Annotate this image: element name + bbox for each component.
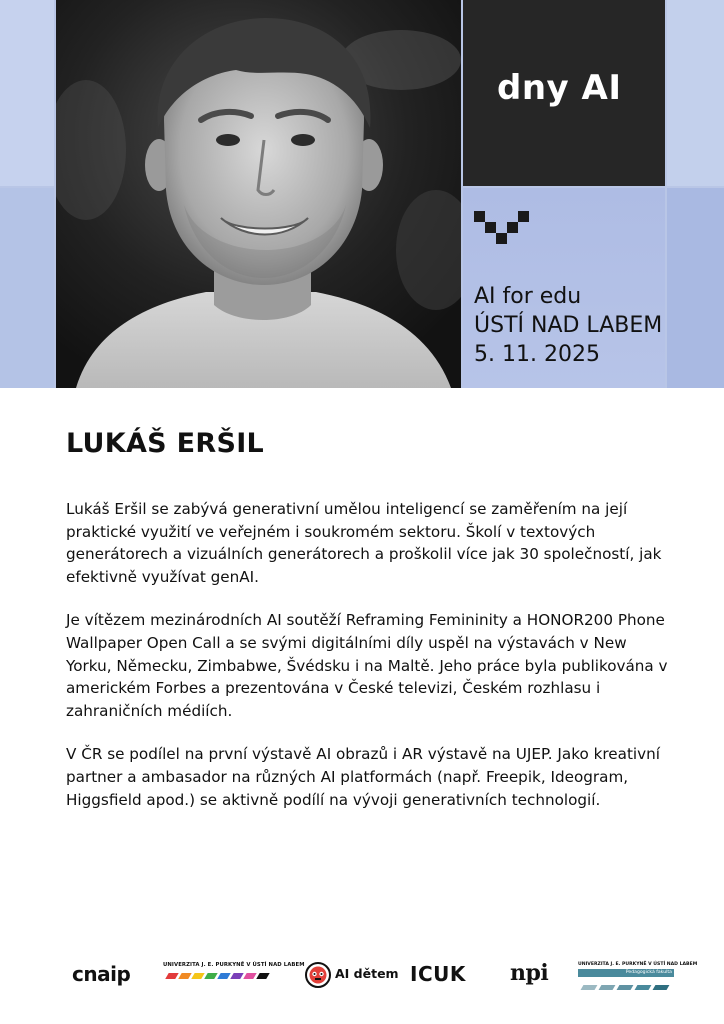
decor-tile xyxy=(667,188,724,388)
pedf-logo-text: UNIVERZITA J. E. PURKYNĚ V ÚSTÍ NAD LABEM xyxy=(578,962,698,967)
decor-tile xyxy=(0,0,54,186)
ai-detem-logo xyxy=(305,962,399,992)
event-info xyxy=(474,282,662,369)
bio-paragraph: V ČR se podílel na první výstavě AI obrazů i AR výstavě na UJEP. Jako kreativní partner a ambasador na různých AI platformách (např. Freepik, Ideogram, Higgsfield apod.) se aktivně podílí na vývoji generativních technologií. xyxy=(66,745,660,809)
decor-tile xyxy=(0,188,54,388)
robot-face-icon xyxy=(305,962,331,988)
event-logo-text: dny AI xyxy=(497,68,622,108)
bio-paragraph: Je vítězem mezinárodních AI soutěží Reframing Femininity a HONOR200 Phone Wallpaper Open Call a se svými digitálními díly uspěl na výstavách v New Yorku, Německu, Zimbabwe, Švédsku i na Maltě. Jeho práce byla publikována v americkém Forbes a prezentována v České televizi, Českém rozhlasu i zahraničních médiích. xyxy=(66,611,668,720)
ai-detem-text: AI dětem xyxy=(335,966,399,981)
pedf-logo xyxy=(578,962,698,996)
pedf-logo-faculty: Pedagogická fakulta xyxy=(625,970,672,975)
cnaip-logo: cnaip xyxy=(72,962,131,986)
event-logo-box xyxy=(463,0,665,186)
icuk-logo: ICUK xyxy=(410,962,466,986)
ujep-logo-text: UNIVERZITA J. E. PURKYNĚ V ÚSTÍ NAD LABEM xyxy=(163,962,305,968)
header-band xyxy=(0,0,724,388)
portrait-illustration xyxy=(56,0,461,388)
event-date: 5. 11. 2025 xyxy=(474,342,600,367)
event-title: AI for edu xyxy=(474,284,582,309)
speaker-name: LUKÁŠ ERŠIL xyxy=(66,428,265,459)
pedf-stripes-icon xyxy=(578,984,674,992)
ujep-logo xyxy=(163,962,305,987)
ujep-stripes-icon xyxy=(163,969,275,983)
npi-logo: npi xyxy=(510,960,549,986)
decor-tile xyxy=(667,0,724,186)
bio-paragraph: Lukáš Eršil se zabývá generativní umělou inteligencí se zaměřením na její praktické využití ve veřejném i soukromém sektoru. Školí v textových generátorech a vizuálních generátorech a proškolil více jak 30 společností, jak efektivně využívat genAI. xyxy=(66,500,662,586)
speaker-photo xyxy=(56,0,461,388)
event-location: ÚSTÍ NAD LABEM xyxy=(474,313,663,338)
partner-logos xyxy=(0,952,724,1000)
speaker-bio xyxy=(66,498,676,832)
pedf-logo-bar xyxy=(578,969,674,977)
pixel-v-logo-icon xyxy=(474,211,534,245)
